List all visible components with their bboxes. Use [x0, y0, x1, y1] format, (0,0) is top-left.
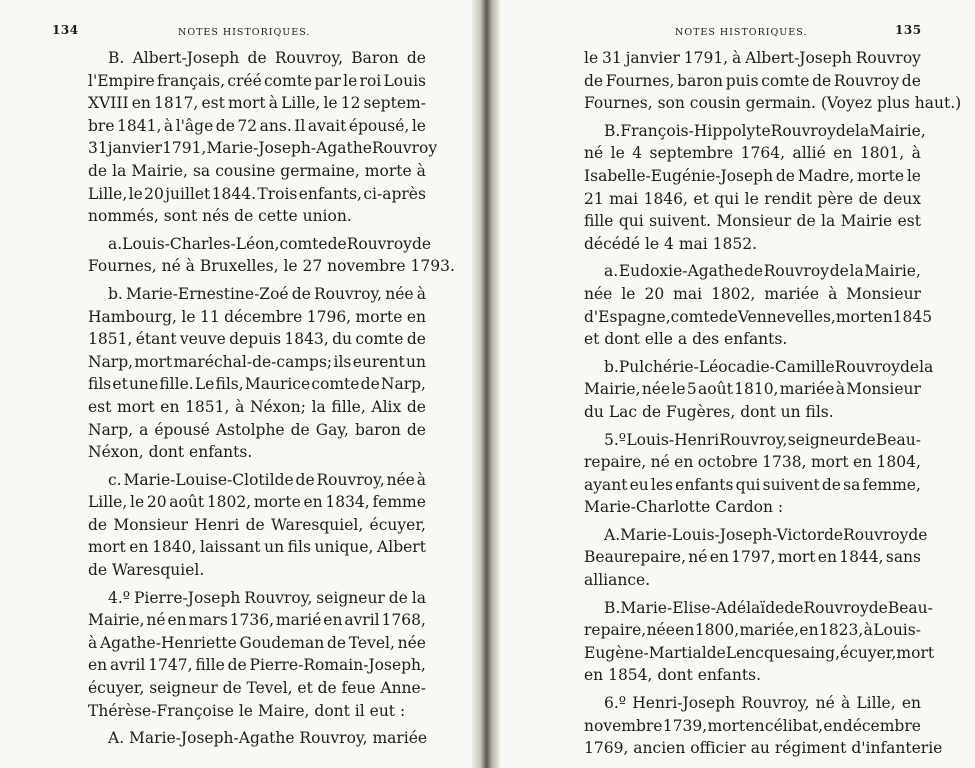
page-number-right: 135: [895, 23, 922, 37]
text-line: née le 20 mai 1802, mariée à Monsieur: [584, 284, 921, 303]
text-line: b. Pulchérie-Léocadie-Camille Rouvroy de la: [604, 357, 934, 376]
left-page-text: [88, 47, 455, 750]
text-line: du Lac de Fugères, dont un fils.: [584, 402, 834, 421]
text-line: Narp, mort maréchal-de-camps; ils eurent un: [88, 352, 426, 371]
text-line: l'Empire français, créé comte par le roi Louis: [88, 71, 426, 90]
paragraph: [584, 120, 926, 256]
text-line: mort en 1840, laissant un fils unique, Albert: [88, 538, 426, 557]
paragraph: [584, 47, 962, 115]
paragraph: [584, 692, 943, 760]
text-line: Eugène-Martial de Lencquesaing, écuyer, mort: [584, 643, 935, 662]
text-line: est mort en 1851, à Néxon; la fille, Alix de: [88, 397, 426, 416]
text-line: b. Marie-Ernestine-Zoé de Rouvroy, née à: [108, 284, 426, 303]
left-page: [0, 0, 472, 768]
running-header-right: NOTES HISTORIQUES.: [675, 27, 808, 38]
paragraph: [88, 469, 426, 582]
text-line: d'Espagne, comte de Vennevelles, mort en 1845: [584, 307, 933, 326]
text-line: 4.º Pierre-Joseph Rouvroy, seigneur de la: [108, 588, 426, 607]
text-line: XVIII en 1817, est mort à Lille, le 12 septem-: [88, 94, 426, 113]
text-line: écuyer, seigneur de Tevel, et de feue Anne-: [88, 679, 426, 698]
text-line: Narp, a épousé Astolphe de Gay, baron de: [88, 420, 426, 439]
text-line: alliance.: [584, 571, 651, 590]
text-line: A. Marie-Louis-Joseph-Victor de Rouvroy de: [604, 525, 928, 544]
text-line: Néxon, dont enfants.: [88, 443, 253, 462]
text-line: né le 4 septembre 1764, allié en 1801, à: [584, 144, 921, 163]
text-line: de Waresquiel.: [88, 561, 205, 580]
text-line: 21 mai 1846, et qui le rendit père de deux: [584, 189, 921, 208]
text-line: bre 1841, à l'âge de 72 ans. Il avait épousé, le: [88, 116, 426, 135]
text-line: de Fournes, baron puis comte de Rouvroy de: [584, 71, 921, 90]
text-line: B. Albert-Joseph de Rouvroy, Baron de: [108, 49, 426, 67]
paragraph: [584, 260, 933, 350]
text-line: B. Marie-Elise-Adélaïde de Rouvroy de Beau-: [604, 598, 933, 617]
text-line: Thérèse-Françoise le Maire, dont il eut :: [88, 701, 406, 720]
text-line: 31 janvier 1791, Marie-Joseph-Agathe Rouvroy: [88, 139, 438, 158]
page-number-left: 134: [52, 23, 79, 37]
text-line: à Agathe-Henriette Goudeman de Tevel, née: [88, 633, 426, 652]
text-line: fils et une fille. Le fils, Maurice comte de Narp,: [88, 375, 426, 394]
text-line: B. François-Hippolyte Rouvroy de la Mairie,: [604, 121, 926, 140]
text-line: 5.º Louis-Henri Rouvroy, seigneur de Beau-: [604, 430, 921, 449]
text-line: a. Louis-Charles-Léon, comte de Rouvroy de: [108, 234, 432, 253]
text-line: nommés, sont nés de cette union.: [88, 207, 352, 226]
text-line: A. Marie-Joseph-Agathe Rouvroy, mariée: [108, 729, 428, 748]
text-line: en avril 1747, fille de Pierre-Romain-Joseph,: [88, 656, 426, 675]
text-line: c. Marie-Louise-Clotilde de Rouvroy, née à: [108, 470, 426, 489]
text-line: Mairie, née le 5 août 1810, mariée à Monsieur: [584, 380, 921, 399]
paragraph: [584, 356, 934, 424]
paragraph: [88, 47, 438, 228]
text-line: et dont elle a des enfants.: [584, 330, 788, 349]
book-gutter: [472, 0, 500, 768]
running-header-left: NOTES HISTORIQUES.: [178, 27, 311, 38]
text-line: repaire, né en octobre 1738, mort en 1804,: [584, 453, 921, 472]
text-line: repaire, née en 1800, mariée, en 1823, à Louis-: [584, 621, 921, 640]
paragraph: [88, 587, 426, 723]
text-line: ayant eu les enfants qui suivent de sa femme,: [584, 475, 921, 494]
text-line: 1769, ancien officier au régiment d'infanterie: [584, 739, 943, 758]
text-line: Isabelle-Eugénie-Joseph de Madre, morte le: [584, 166, 921, 185]
text-line: en 1854, dont enfants.: [584, 666, 762, 685]
text-line: de Monsieur Henri de Waresquiel, écuyer,: [88, 515, 426, 534]
text-line: Lille, le 20 juillet 1844. Trois enfants, ci-après: [88, 184, 426, 203]
text-line: le 31 janvier 1791, à Albert-Joseph Rouvroy: [584, 49, 921, 67]
text-line: Beaurepaire, né en 1797, mort en 1844, sans: [584, 548, 921, 567]
text-line: décédé le 4 mai 1852.: [584, 234, 758, 253]
text-line: Fournes, son cousin germain. (Voyez plus haut.): [584, 94, 962, 113]
paragraph: [584, 429, 921, 519]
paragraph: [88, 727, 426, 750]
paragraph: [88, 283, 426, 464]
text-line: a. Eudoxie-Agathe de Rouvroy de la Mairie,: [604, 262, 921, 281]
text-line: Marie-Charlotte Cardon :: [584, 498, 784, 517]
text-line: de la Mairie, sa cousine germaine, morte à: [88, 161, 426, 180]
text-line: Fournes, né à Bruxelles, le 27 novembre 1793.: [88, 257, 455, 276]
right-page-text: [584, 47, 962, 760]
text-line: 6.º Henri-Joseph Rouvroy, né à Lille, en: [604, 694, 921, 713]
text-line: 1851, étant veuve depuis 1843, du comte de: [88, 330, 426, 349]
paragraph: [584, 524, 928, 592]
text-line: Lille, le 20 août 1802, morte en 1834, femme: [88, 493, 426, 512]
text-line: fille qui suivent. Monsieur de la Mairie est: [584, 212, 921, 231]
text-line: Hambourg, le 11 décembre 1796, morte en: [88, 307, 426, 326]
text-line: Mairie, né en mars 1736, marié en avril 1768,: [88, 611, 426, 630]
paragraph: [88, 233, 455, 278]
paragraph: [584, 597, 935, 687]
text-line: novembre 1739, mort en célibat, en décembre: [584, 716, 921, 735]
right-page: [500, 0, 975, 768]
